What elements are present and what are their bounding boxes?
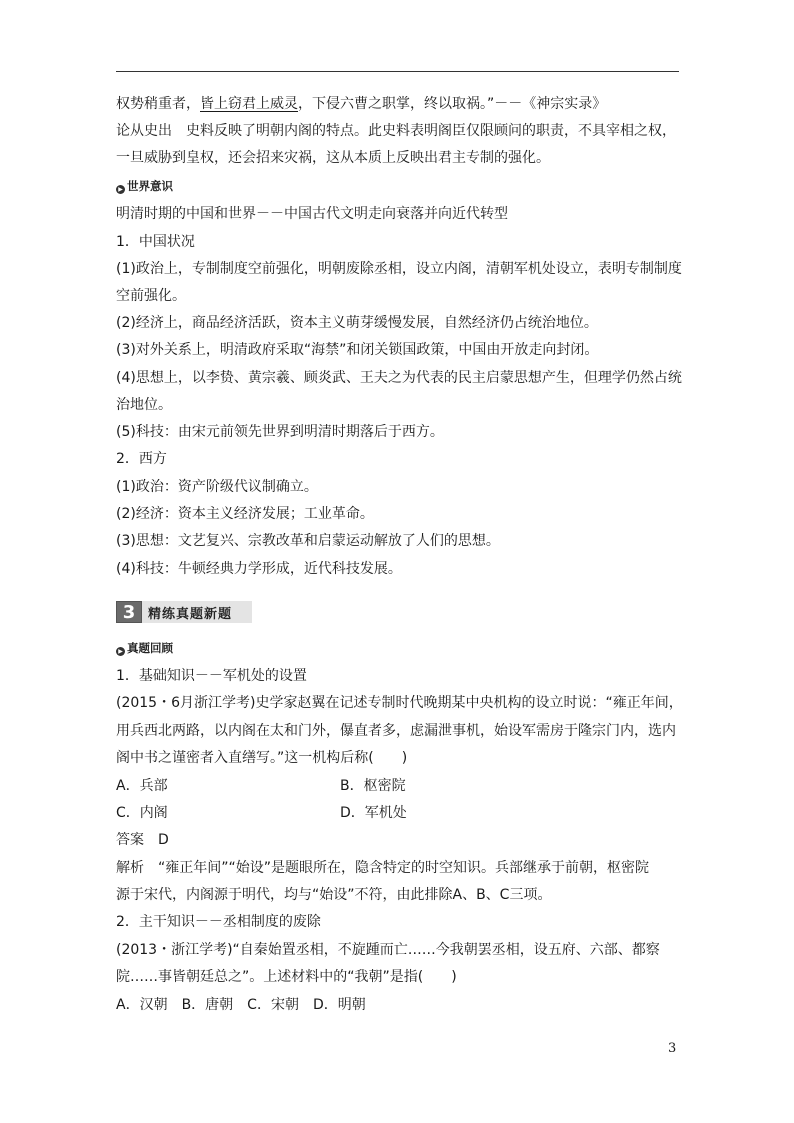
section-title: 精练真题新题 bbox=[142, 601, 252, 623]
section-banner bbox=[116, 601, 252, 623]
q2-line: (2013・浙江学考)“自秦始置丞相，不旋踵而亡……今我朝罢丞相，设五府、六部、都察 bbox=[116, 942, 660, 958]
q1-title: 1．基础知识－－军机处的设置 bbox=[116, 668, 307, 684]
bullet-icon: ▶ bbox=[116, 647, 125, 656]
q1-option-c: C．内阁 bbox=[116, 805, 168, 821]
q1-answer: 答案 D bbox=[116, 832, 169, 848]
quote-line bbox=[116, 94, 606, 114]
page-number: 3 bbox=[668, 1041, 677, 1056]
china-item: 空前强化。 bbox=[116, 288, 186, 304]
west-title: 2．西方 bbox=[116, 451, 167, 467]
q1-option-a: A．兵部 bbox=[116, 778, 168, 794]
quote-source: ，下侵六曹之职掌，终以取祸。”－－《神宗实录》 bbox=[298, 96, 607, 112]
china-item: (1)政治上，专制制度空前强化，明朝废除丞相，设立内阁，清朝军机处设立，表明专制制度 bbox=[116, 261, 682, 277]
q1-option-d: D．军机处 bbox=[340, 805, 407, 821]
west-item: (1)政治：资产阶级代议制确立。 bbox=[116, 479, 318, 495]
q1-analysis: 解析 “雍正年间”“始设”是题眼所在，隐含特定的时空知识。兵部继承于前朝，枢密院 bbox=[116, 860, 650, 876]
q2-title: 2．主干知识－－丞相制度的废除 bbox=[116, 914, 321, 930]
west-item: (2)经济：资本主义经济发展；工业革命。 bbox=[116, 506, 374, 522]
q1-line: 用兵西北两路，以内阁在太和门外，儤直者多，虑漏泄事机，始设军需房于隆宗门内，选内 bbox=[116, 723, 676, 739]
china-item: (3)对外关系上，明清政府采取“海禁”和闭关锁国政策，中国由开放走向封闭。 bbox=[116, 342, 599, 358]
china-title: 1．中国状况 bbox=[116, 234, 195, 250]
review-heading: ▶ 真题回顾 bbox=[116, 640, 173, 656]
q1-analysis: 源于宋代，内阁源于明代，均与“始设”不符，由此排除A、B、C三项。 bbox=[116, 887, 552, 903]
west-item: (4)科技：牛顿经典力学形成，近代科技发展。 bbox=[116, 561, 402, 577]
china-item: (5)科技：由宋元前领先世界到明清时期落后于西方。 bbox=[116, 424, 444, 440]
quote-text: 权势稍重者， bbox=[116, 96, 200, 112]
bullet-icon: ▶ bbox=[116, 185, 125, 194]
q1-line: (2015・6月浙江学考)史学家赵翼在记述专制时代晚期某中央机构的设立时说：“雍正年间， bbox=[116, 695, 683, 711]
quote-underlined-text: 皆上窃君上威灵 bbox=[200, 96, 298, 112]
west-item: (3)思想：文艺复兴、宗教改革和启蒙运动解放了人们的思想。 bbox=[116, 533, 500, 549]
section-number: 3 bbox=[116, 601, 142, 623]
q2-options: A．汉朝 B．唐朝 C．宋朝 D．明朝 bbox=[116, 997, 366, 1013]
china-item: (2)经济上，商品经济活跃，资本主义萌芽缓慢发展，自然经济仍占统治地位。 bbox=[116, 315, 598, 331]
q2-line: 院……事皆朝廷总之”。上述材料中的“我朝”是指( ) bbox=[116, 969, 457, 985]
china-item: (4)思想上，以李贽、黄宗羲、顾炎武、王夫之为代表的民主启蒙思想产生，但理学仍然占统 bbox=[116, 370, 682, 386]
conclusion-line-2: 一旦威胁到皇权，还会招来灾祸，这从本质上反映出君主专制的强化。 bbox=[116, 150, 550, 166]
world-title: 明清时期的中国和世界－－中国古代文明走向衰落并向近代转型 bbox=[116, 206, 508, 222]
q1-line: 阁中书之谨密者入直缮写。”这一机构后称( ) bbox=[116, 750, 408, 766]
conclusion-line-1: 论从史出 史料反映了明朝内阁的特点。此史料表明阁臣仅限顾问的职责，不具宰相之权， bbox=[116, 123, 676, 139]
world-heading: ▶ 世界意识 bbox=[116, 178, 173, 194]
header-rule bbox=[116, 71, 679, 72]
q1-option-b: B．枢密院 bbox=[340, 778, 406, 794]
china-item: 治地位。 bbox=[116, 397, 172, 413]
